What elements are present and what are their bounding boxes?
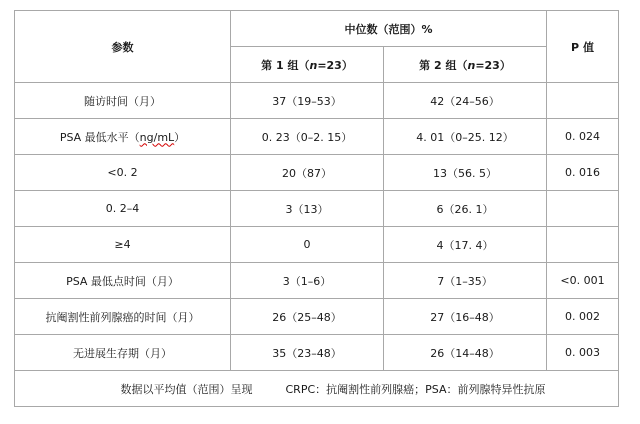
header-median-range: 中位数（范围）%: [231, 11, 547, 47]
p-value: [547, 83, 619, 119]
header-group-1-variable: n: [309, 58, 318, 72]
row-label: 抗阉割性前列腺癌的时间（月）: [15, 299, 231, 335]
group-2-value: 26（14–48）: [384, 335, 547, 371]
row-label: ≥4: [15, 227, 231, 263]
row-label: PSA 最低点时间（月）: [15, 263, 231, 299]
row-label: <0. 2: [15, 155, 231, 191]
header-group-2-variable: n: [467, 58, 476, 72]
p-value: 0. 024: [547, 119, 619, 155]
footer-abbreviations: CRPC：抗阉割性前列腺癌；PSA：前列腺特异性抗原: [285, 382, 546, 396]
group-1-value: 0: [231, 227, 384, 263]
group-1-value: 0. 23（0–2. 15）: [231, 119, 384, 155]
row-label-unit: ng/mL: [139, 130, 175, 144]
row-label: 随访时间（月）: [15, 83, 231, 119]
header-group-1: [231, 47, 384, 83]
p-value: 0. 002: [547, 299, 619, 335]
table-row: [15, 299, 619, 335]
header-parameter: 参数: [15, 11, 231, 83]
p-value: 0. 016: [547, 155, 619, 191]
row-label: 无进展生存期（月）: [15, 335, 231, 371]
table-row: [15, 263, 619, 299]
table-footer: [15, 371, 619, 407]
row-label: 0. 2–4: [15, 191, 231, 227]
results-table: [14, 10, 619, 407]
header-group-1-suffix: =23）: [317, 58, 353, 72]
header-group-2: [384, 47, 547, 83]
p-value: 0. 003: [547, 335, 619, 371]
table-row: [15, 227, 619, 263]
footer-note: 数据以平均值（范围）呈现: [120, 382, 253, 396]
group-2-value: 4. 01（0–25. 12）: [384, 119, 547, 155]
p-value: [547, 191, 619, 227]
group-1-value: 37（19–53）: [231, 83, 384, 119]
row-label: [15, 119, 231, 155]
row-label-suffix: ）: [174, 130, 186, 144]
p-value: <0. 001: [547, 263, 619, 299]
group-1-value: 26（25–48）: [231, 299, 384, 335]
group-2-value: 6（26. 1）: [384, 191, 547, 227]
header-p-value: P 值: [547, 11, 619, 83]
group-2-value: 4（17. 4）: [384, 227, 547, 263]
group-2-value: 42（24–56）: [384, 83, 547, 119]
header-group-2-prefix: 第 2 组（: [419, 58, 468, 72]
p-value: [547, 227, 619, 263]
header-row-top: [15, 11, 619, 47]
group-1-value: 3（13）: [231, 191, 384, 227]
group-2-value: 27（16–48）: [384, 299, 547, 335]
group-2-value: 7（1–35）: [384, 263, 547, 299]
table-row: [15, 191, 619, 227]
header-group-1-prefix: 第 1 组（: [261, 58, 310, 72]
group-1-value: 35（23–48）: [231, 335, 384, 371]
table-row: [15, 119, 619, 155]
header-group-2-suffix: =23）: [475, 58, 511, 72]
group-1-value: 3（1–6）: [231, 263, 384, 299]
footer-row: [15, 371, 619, 407]
table-row: [15, 83, 619, 119]
group-1-value: 20（87）: [231, 155, 384, 191]
row-label-prefix: PSA 最低水平（: [59, 130, 140, 144]
table-row: [15, 155, 619, 191]
group-2-value: 13（56. 5）: [384, 155, 547, 191]
table-row: [15, 335, 619, 371]
